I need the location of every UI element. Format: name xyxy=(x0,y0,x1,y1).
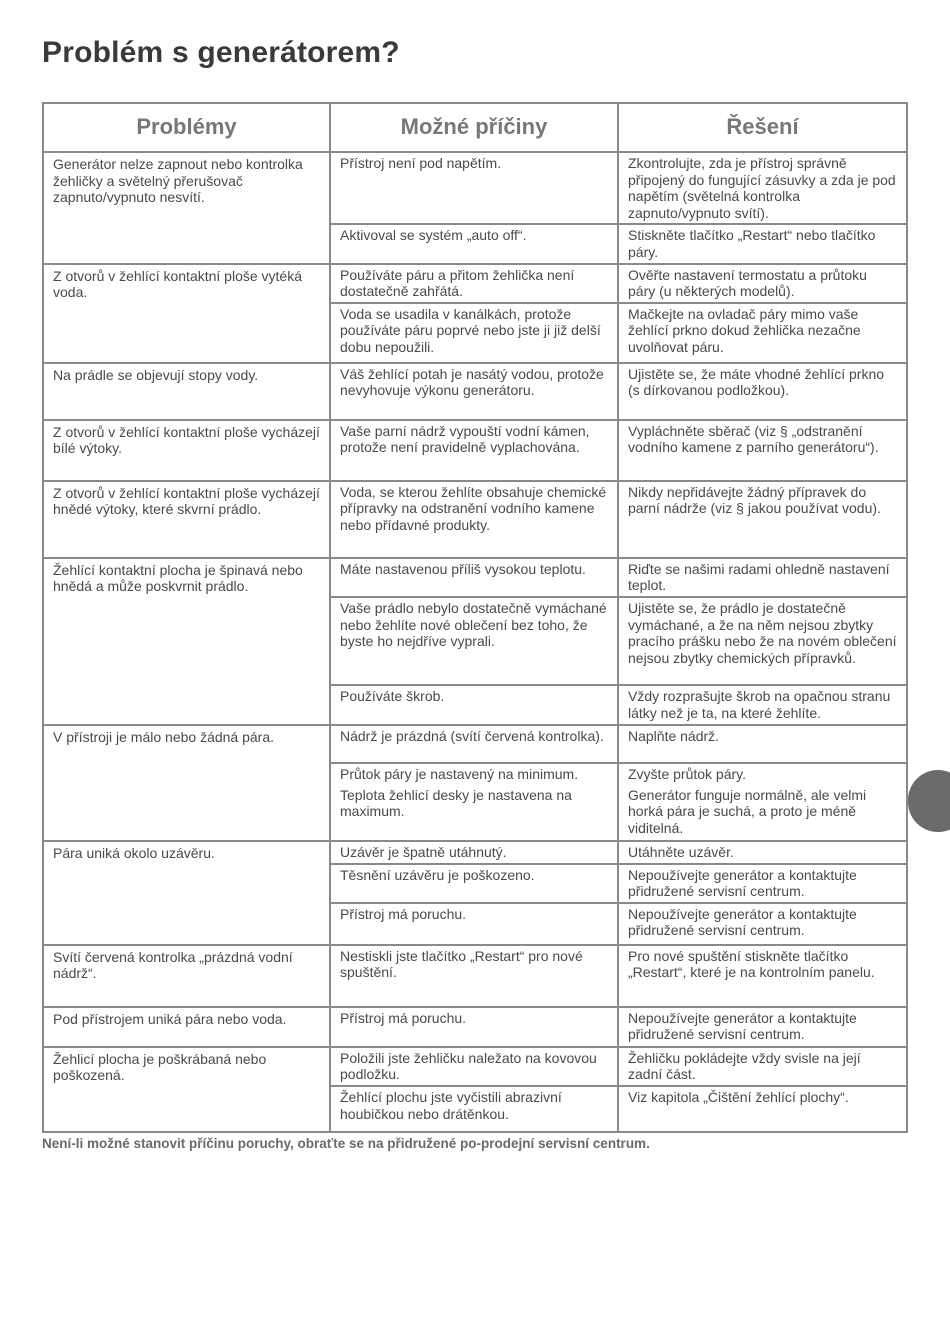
header-solutions: Řešení xyxy=(618,103,907,152)
cause-cell: Žehlící plochu jste vyčistili abrazivní houbičkou nebo drátěnkou. xyxy=(330,1086,618,1132)
cause-cell: Máte nastavenou příliš vysokou teplotu. xyxy=(330,558,618,597)
problem-cell: Z otvorů v žehlící kontaktní ploše vycházejí bílé výtoky. xyxy=(43,420,330,481)
cause-cell xyxy=(330,763,618,841)
problem-cell: Z otvorů v žehlící kontaktní ploše vycházejí hnědé výtoky, které skvrní prádlo. xyxy=(43,481,330,558)
table-row xyxy=(43,420,907,481)
solution-cell: Ujistěte se, že prádlo je dostatečně vymáchané, a že na něm nejsou zbytky pracího prášku nebo že na novém oblečení nejsou zbytky chemických přípravků. xyxy=(618,597,907,685)
solution-cell: Utáhněte uzávěr. xyxy=(618,841,907,864)
header-causes: Možné příčiny xyxy=(330,103,618,152)
cause-text: Průtok páry je nastavený na minimum. xyxy=(340,765,579,782)
table-row xyxy=(43,1047,907,1086)
cause-cell: Přístroj má poruchu. xyxy=(330,903,618,945)
solution-cell: Pro nové spuštění stiskněte tlačítko „Restart“, které je na kontrolním panelu. xyxy=(618,945,907,1007)
page-side-tab xyxy=(908,770,950,832)
solution-cell: Nikdy nepřidávejte žádný přípravek do parní nádrže (viz § jakou používat vodu). xyxy=(618,481,907,558)
cause-cell: Voda, se kterou žehlíte obsahuje chemické přípravky na odstranění vodního kamene nebo přídavné produkty. xyxy=(330,481,618,558)
problem-cell: Na prádle se objevují stopy vody. xyxy=(43,363,330,420)
cause-cell: Těsnění uzávěru je poškozeno. xyxy=(330,864,618,903)
cause-cell: Váš žehlící potah je nasátý vodou, protože nevyhovuje výkonu generátoru. xyxy=(330,363,618,420)
cause-cell: Aktivoval se systém „auto off“. xyxy=(330,224,618,263)
problem-cell: Pára uniká okolo uzávěru. xyxy=(43,841,330,945)
solution-cell: Ujistěte se, že máte vhodné žehlící prkno (s dírkovanou podložkou). xyxy=(618,363,907,420)
solution-cell: Vždy rozprašujte škrob na opačnou stranu látky než je ta, na které žehlíte. xyxy=(618,685,907,725)
table-row xyxy=(43,725,907,763)
problem-cell: Žehlicí plocha je poškrábaná nebo poškozená. xyxy=(43,1047,330,1132)
footer-note: Není-li možné stanovit příčinu poruchy, obraťte se na přidružené po-prodejní servisní centrum. xyxy=(42,1136,650,1151)
table-header-row xyxy=(43,103,907,152)
solution-cell: Žehličku pokládejte vždy svisle na její zadní část. xyxy=(618,1047,907,1086)
cause-cell: Vaše prádlo nebylo dostatečně vymáchané nebo žehlíte nové oblečení bez toho, že byste ho nejdříve vyprali. xyxy=(330,597,618,685)
solution-cell: Stiskněte tlačítko „Restart“ nebo tlačítko páry. xyxy=(618,224,907,263)
problem-cell: Generátor nelze zapnout nebo kontrolka žehličky a světelný přerušovač zapnuto/vypnuto nesvítí. xyxy=(43,152,330,264)
table-row xyxy=(43,1007,907,1047)
table-row xyxy=(43,481,907,558)
cause-cell: Položili jste žehličku naležato na kovovou podložku. xyxy=(330,1047,618,1086)
table-row xyxy=(43,152,907,224)
problem-cell: Žehlící kontaktní plocha je špinavá nebo hnědá a může poskvrnit prádlo. xyxy=(43,558,330,725)
cause-cell: Nestiskli jste tlačítko „Restart“ pro nové spuštění. xyxy=(330,945,618,1007)
solution-cell: Viz kapitola „Čištění žehlící plochy“. xyxy=(618,1086,907,1132)
problem-cell: Svítí červená kontrolka „prázdná vodní nádrž“. xyxy=(43,945,330,1007)
cause-text: Teplota žehlicí desky je nastavena na maximum. xyxy=(340,786,572,820)
table-row xyxy=(43,264,907,303)
solution-cell xyxy=(618,763,907,841)
solution-cell: Nepoužívejte generátor a kontaktujte přidružené servisní centrum. xyxy=(618,1007,907,1047)
solution-cell: Mačkejte na ovladač páry mimo vaše žehlící prkno dokud žehlička nezačne uvolňovat páru. xyxy=(618,303,907,363)
problem-cell: Z otvorů v žehlící kontaktní ploše vytéká voda. xyxy=(43,264,330,363)
solution-cell: Ověřte nastavení termostatu a průtoku páry (u některých modelů). xyxy=(618,264,907,303)
cause-cell: Přístroj není pod napětím. xyxy=(330,152,618,224)
solution-cell: Zkontrolujte, zda je přístroj správně připojený do fungující zásuvky a zda je pod napětím (světelná kontrolka zapnuto/vypnuto svítí). xyxy=(618,152,907,224)
solution-cell: Nepoužívejte generátor a kontaktujte přidružené servisní centrum. xyxy=(618,903,907,945)
problem-cell: V přístroji je málo nebo žádná pára. xyxy=(43,725,330,841)
solution-text: Generátor funguje normálně, ale velmi horká pára je suchá, a proto je méně viditelná. xyxy=(628,786,867,836)
cause-cell: Nádrž je prázdná (svítí červená kontrolka). xyxy=(330,725,618,763)
cause-cell: Voda se usadila v kanálkách, protože používáte páru poprvé nebo jste ji již delší dobu nepoužili. xyxy=(330,303,618,363)
page-title: Problém s generátorem? xyxy=(42,36,400,69)
table-row xyxy=(43,363,907,420)
solution-text: Zvyšte průtok páry. xyxy=(628,765,747,782)
table-row xyxy=(43,945,907,1007)
cause-cell: Vaše parní nádrž vypouští vodní kámen, protože není pravidelně vyplachována. xyxy=(330,420,618,481)
table-row xyxy=(43,558,907,597)
cause-cell: Používáte páru a přitom žehlička není dostatečně zahřátá. xyxy=(330,264,618,303)
solution-cell: Nepoužívejte generátor a kontaktujte přidružené servisní centrum. xyxy=(618,864,907,903)
troubleshooting-table xyxy=(42,102,908,1133)
solution-cell: Riďte se našimi radami ohledně nastavení teplot. xyxy=(618,558,907,597)
header-problems: Problémy xyxy=(43,103,330,152)
solution-cell: Naplňte nádrž. xyxy=(618,725,907,763)
cause-cell: Uzávěr je špatně utáhnutý. xyxy=(330,841,618,864)
table-row xyxy=(43,841,907,864)
solution-cell: Vypláchněte sběrač (viz § „odstranění vodního kamene z parního generátoru“). xyxy=(618,420,907,481)
cause-cell: Používáte škrob. xyxy=(330,685,618,725)
cause-cell: Přístroj má poruchu. xyxy=(330,1007,618,1047)
problem-cell: Pod přístrojem uniká pára nebo voda. xyxy=(43,1007,330,1047)
